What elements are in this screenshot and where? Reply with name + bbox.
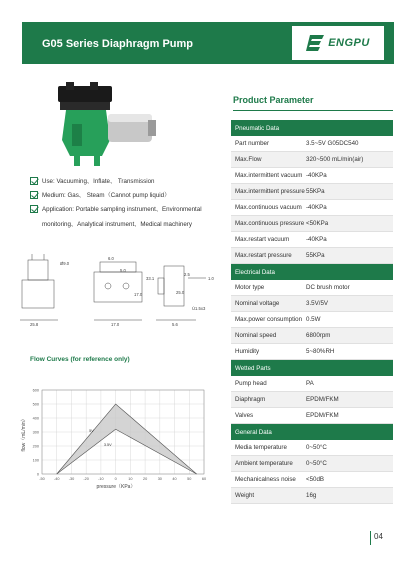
x-tick-label: 30 bbox=[157, 477, 162, 481]
param-key: Max.continuous pressure bbox=[235, 220, 305, 227]
y-tick-label: 200 bbox=[32, 444, 39, 449]
section-header: Electrical Data bbox=[231, 264, 393, 280]
feature-medium bbox=[30, 191, 230, 200]
param-value: EPDM/FKM bbox=[306, 412, 339, 419]
x-tick-label: 40 bbox=[172, 477, 177, 481]
param-value: PA bbox=[306, 380, 314, 387]
checkbox-icon bbox=[30, 191, 38, 199]
param-row bbox=[231, 376, 393, 392]
x-tick-label: -40 bbox=[53, 477, 60, 481]
y-tick-label: 300 bbox=[32, 430, 39, 435]
title-underline bbox=[233, 110, 393, 111]
param-value: 3.5V/5V bbox=[306, 300, 329, 307]
section-header: General Data bbox=[231, 424, 393, 440]
param-value: <50dB bbox=[306, 476, 325, 483]
feature-medium-text: Medium: Gas、 Steam（Cannot pump liquid） bbox=[42, 192, 171, 199]
flow-curves-title: Flow Curves (for reference only) bbox=[30, 356, 130, 363]
checkbox-icon bbox=[30, 177, 38, 185]
param-value: 5~80%RH bbox=[306, 348, 335, 355]
param-row bbox=[231, 392, 393, 408]
param-key: Max.continuous vacuum bbox=[235, 204, 302, 211]
x-tick-label: -10 bbox=[98, 477, 104, 481]
param-row bbox=[231, 168, 393, 184]
param-key: Max.intermittent pressure bbox=[235, 188, 305, 195]
y-axis-label: flow（mL/min） bbox=[21, 416, 27, 452]
param-key: Media temperature bbox=[235, 444, 287, 451]
x-tick-label: -50 bbox=[39, 477, 45, 481]
product-parameter-title: Product Parameter bbox=[233, 95, 314, 105]
logo-mark-icon bbox=[306, 33, 326, 53]
dim-label: 5.0 bbox=[120, 268, 126, 273]
dim-label: 25.8 bbox=[30, 322, 39, 327]
feature-list bbox=[30, 177, 230, 228]
param-value: 55KPa bbox=[306, 188, 325, 195]
section-header: Wetted Parts bbox=[231, 360, 393, 376]
x-tick-label: -30 bbox=[68, 477, 75, 481]
param-value: 55KPa bbox=[306, 252, 325, 259]
pump-image bbox=[44, 80, 164, 174]
param-key: Valves bbox=[235, 412, 254, 419]
dimension-drawing bbox=[16, 250, 228, 328]
checkbox-icon bbox=[30, 205, 38, 213]
y-tick-label: 0 bbox=[36, 472, 39, 477]
chart-area-layer bbox=[57, 404, 197, 474]
y-tick-label: 600 bbox=[32, 388, 39, 393]
param-row bbox=[231, 488, 393, 504]
param-key: Ambient temperature bbox=[235, 460, 293, 467]
param-row bbox=[231, 456, 393, 472]
param-key: Part number bbox=[235, 140, 270, 147]
param-key: Max.intermittent vacuum bbox=[235, 172, 303, 179]
x-tick-labels bbox=[39, 477, 206, 481]
param-row bbox=[231, 152, 393, 168]
param-key: Diaphragm bbox=[235, 396, 266, 403]
param-value: DC brush motor bbox=[306, 284, 350, 291]
curve-label: 5V bbox=[89, 429, 94, 433]
param-key: Max.power consumption bbox=[235, 316, 303, 323]
param-key: Humidity bbox=[235, 348, 260, 355]
parameter-table bbox=[231, 120, 393, 504]
x-tick-label: 20 bbox=[142, 477, 148, 481]
x-tick-label: -20 bbox=[83, 477, 89, 481]
brand-logo bbox=[292, 26, 384, 60]
x-tick-label: 10 bbox=[128, 477, 133, 481]
param-row bbox=[231, 232, 393, 248]
param-row bbox=[231, 184, 393, 200]
feature-application-cont: monitoring、Analytical instrument、Medical machinery bbox=[42, 221, 192, 228]
y-tick-label: 500 bbox=[32, 402, 39, 407]
param-key: Max.Flow bbox=[235, 156, 262, 163]
param-row bbox=[231, 440, 393, 456]
param-key: Max.restart vacuum bbox=[235, 236, 290, 243]
page-number: 04 bbox=[374, 532, 383, 541]
feature-use-text: Use: Vacuuming、Inflate、 Transmission bbox=[42, 178, 155, 185]
y-tick-label: 400 bbox=[32, 416, 39, 421]
param-row bbox=[231, 344, 393, 360]
param-row bbox=[231, 312, 393, 328]
param-key: Mechanicalness noise bbox=[235, 476, 296, 483]
dim-label: 25.0 bbox=[176, 290, 185, 295]
param-row bbox=[231, 216, 393, 232]
param-value: <50KPa bbox=[306, 220, 329, 227]
page-number-divider bbox=[370, 531, 371, 545]
logo-text: ENGPU bbox=[328, 37, 370, 49]
param-row bbox=[231, 200, 393, 216]
dim-label: 6.0 bbox=[108, 256, 114, 261]
y-tick-labels bbox=[33, 388, 39, 476]
param-value: -40KPa bbox=[306, 236, 327, 243]
dim-label: Ø9.0 bbox=[60, 261, 70, 266]
param-row bbox=[231, 472, 393, 488]
feature-application-text: Application: Portable sampling instrument、Environmental bbox=[42, 206, 202, 213]
curve-label: 3.5V bbox=[103, 443, 112, 447]
dim-label: 2.5 bbox=[184, 272, 190, 277]
x-tick-label: 0 bbox=[114, 477, 117, 481]
param-value: 3.5~5V G05DC540 bbox=[306, 140, 359, 147]
param-key: Weight bbox=[235, 492, 255, 499]
param-row bbox=[231, 328, 393, 344]
param-value: -40KPa bbox=[306, 172, 327, 179]
param-value: 16g bbox=[306, 492, 317, 499]
flow-curve-chart bbox=[20, 384, 210, 490]
param-value: 0~50°C bbox=[306, 460, 327, 467]
header-bar bbox=[22, 22, 394, 64]
x-tick-label: 50 bbox=[187, 477, 192, 481]
param-value: 0~50°C bbox=[306, 444, 327, 451]
param-value: 320~500 mL/min(air) bbox=[306, 156, 364, 163]
param-key: Pump head bbox=[235, 380, 267, 387]
param-key: Nominal voltage bbox=[235, 300, 280, 307]
param-value: 0.5W bbox=[306, 316, 321, 323]
dim-label: 1.0 bbox=[208, 276, 214, 281]
dim-label: 5.6 bbox=[172, 322, 178, 327]
x-tick-label: 60 bbox=[201, 477, 207, 481]
page-title: G05 Series Diaphragm Pump bbox=[42, 38, 193, 50]
section-header: Pneumatic Data bbox=[231, 120, 393, 136]
param-value: -40KPa bbox=[306, 204, 327, 211]
dim-label: 17.0 bbox=[134, 292, 143, 297]
feature-use bbox=[30, 177, 230, 186]
feature-application bbox=[30, 205, 230, 214]
param-row bbox=[231, 248, 393, 264]
param-row bbox=[231, 408, 393, 424]
param-key: Nominal speed bbox=[235, 332, 277, 339]
x-axis-label: pressure（KPa） bbox=[96, 484, 136, 490]
dim-label: 17.0 bbox=[111, 322, 120, 327]
param-row bbox=[231, 136, 393, 152]
flow-range-area bbox=[57, 404, 197, 474]
y-tick-label: 100 bbox=[32, 458, 39, 463]
param-value: EPDM/FKM bbox=[306, 396, 339, 403]
param-key: Max.restart pressure bbox=[235, 252, 292, 259]
dim-label: 33.1 bbox=[146, 276, 155, 281]
param-row bbox=[231, 296, 393, 312]
param-value: 6800rpm bbox=[306, 332, 331, 339]
param-row bbox=[231, 280, 393, 296]
dim-label: Ù1.5x3 bbox=[192, 306, 206, 311]
param-key: Motor type bbox=[235, 284, 265, 291]
